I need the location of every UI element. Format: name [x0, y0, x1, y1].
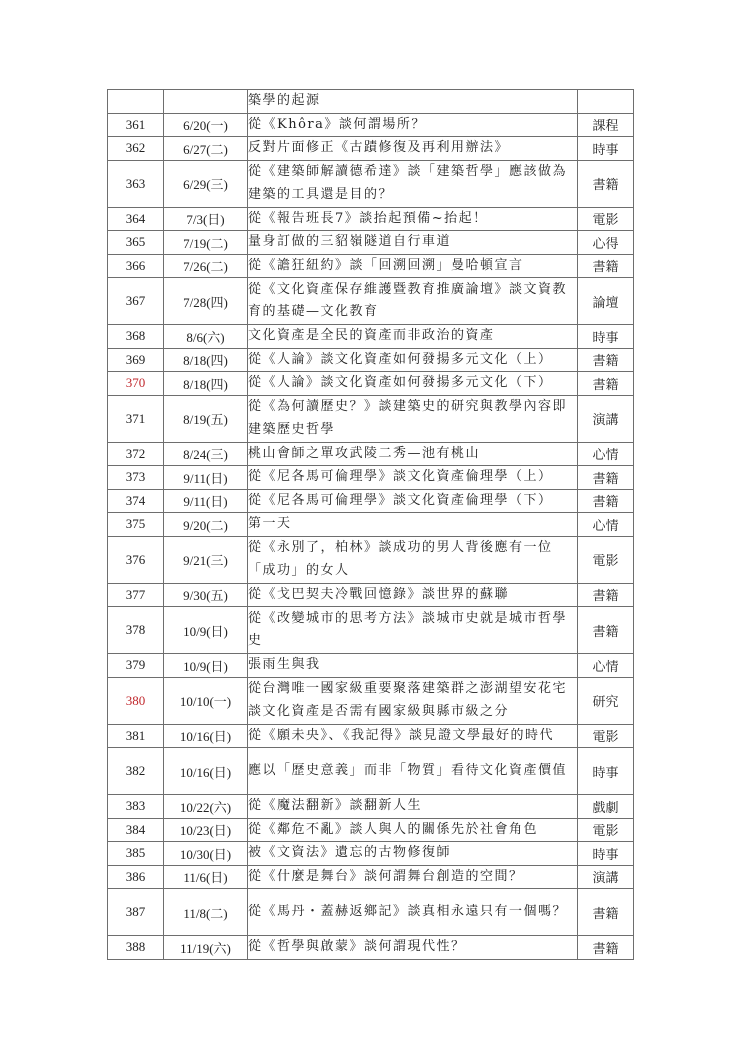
row-date: 9/20(二) — [164, 513, 248, 537]
table-row — [108, 795, 634, 819]
row-title: 反對片面修正《古蹟修復及再利用辦法》 — [248, 137, 578, 161]
row-title: 被《文資法》遺忘的古物修復師 — [248, 842, 578, 866]
row-category: 時事 — [578, 325, 634, 349]
row-category: 演講 — [578, 395, 634, 442]
row-date: 9/21(三) — [164, 536, 248, 583]
row-title: 從《什麼是舞台》談何謂舞台創造的空間？ — [248, 865, 578, 889]
row-number: 375 — [108, 513, 164, 537]
row-title: 桃山會師之單攻武陵二秀—池有桃山 — [248, 442, 578, 466]
row-category: 時事 — [578, 842, 634, 866]
row-date: 9/30(五) — [164, 583, 248, 607]
table-row — [108, 137, 634, 161]
table-row — [108, 607, 634, 654]
row-title: 從《尼各馬可倫理學》談文化資產倫理學（上） — [248, 466, 578, 490]
row-number: 369 — [108, 348, 164, 372]
row-category: 時事 — [578, 748, 634, 795]
row-date: 10/10(一) — [164, 677, 248, 724]
row-number: 373 — [108, 466, 164, 490]
table-row — [108, 583, 634, 607]
row-title: 從《馬丹・蓋赫返鄉記》談真相永遠只有一個嗎？ — [248, 889, 578, 936]
row-number: 364 — [108, 207, 164, 231]
row-date: 10/22(六) — [164, 795, 248, 819]
row-number: 377 — [108, 583, 164, 607]
row-number: 388 — [108, 936, 164, 960]
row-date: 11/6(日) — [164, 865, 248, 889]
row-number: 372 — [108, 442, 164, 466]
row-title: 從《文化資產保存維護暨教育推廣論壇》談文資教育的基礎—文化教育 — [248, 278, 578, 325]
row-category: 書籍 — [578, 466, 634, 490]
table-row — [108, 536, 634, 583]
table-row — [108, 372, 634, 396]
article-log-table — [107, 89, 634, 960]
row-number: 380 — [108, 677, 164, 724]
row-date: 8/18(四) — [164, 348, 248, 372]
row-date: 8/19(五) — [164, 395, 248, 442]
row-number: 371 — [108, 395, 164, 442]
row-number: 384 — [108, 818, 164, 842]
row-title: 從《譫狂紐約》談「回溯回溯」曼哈頓宣言 — [248, 254, 578, 278]
row-number: 368 — [108, 325, 164, 349]
row-date: 6/29(三) — [164, 160, 248, 207]
row-date: 7/28(四) — [164, 278, 248, 325]
row-title: 從《永別了，柏林》談成功的男人背後應有一位「成功」的女人 — [248, 536, 578, 583]
row-category: 電影 — [578, 207, 634, 231]
row-category: 電影 — [578, 818, 634, 842]
row-number — [108, 90, 164, 114]
row-number: 362 — [108, 137, 164, 161]
table-row — [108, 325, 634, 349]
row-category: 書籍 — [578, 583, 634, 607]
row-date: 10/16(日) — [164, 748, 248, 795]
row-title: 從《Khôra》談何謂場所？ — [248, 113, 578, 137]
table-row — [108, 677, 634, 724]
table-row — [108, 395, 634, 442]
row-number: 383 — [108, 795, 164, 819]
row-title: 量身訂做的三貂嶺隧道自行車道 — [248, 231, 578, 255]
table-row — [108, 936, 634, 960]
row-category: 書籍 — [578, 936, 634, 960]
row-date: 6/20(一) — [164, 113, 248, 137]
row-category: 書籍 — [578, 889, 634, 936]
row-number: 379 — [108, 654, 164, 678]
row-category: 演講 — [578, 865, 634, 889]
row-number: 386 — [108, 865, 164, 889]
row-title: 築學的起源 — [248, 90, 578, 114]
row-title: 第一天 — [248, 513, 578, 537]
table-row — [108, 865, 634, 889]
row-title: 從《戈巴契夫冷戰回憶錄》談世界的蘇聯 — [248, 583, 578, 607]
table-row — [108, 748, 634, 795]
row-category: 心得 — [578, 231, 634, 255]
row-category: 時事 — [578, 137, 634, 161]
row-date: 6/27(二) — [164, 137, 248, 161]
row-category: 電影 — [578, 724, 634, 748]
row-title: 從《報告班長7》談抬起預備~抬起！ — [248, 207, 578, 231]
row-category: 書籍 — [578, 254, 634, 278]
table-row — [108, 724, 634, 748]
row-title: 從《尼各馬可倫理學》談文化資產倫理學（下） — [248, 489, 578, 513]
table-row — [108, 442, 634, 466]
row-number: 381 — [108, 724, 164, 748]
row-title: 從《鄰危不亂》談人與人的關係先於社會角色 — [248, 818, 578, 842]
table-row — [108, 513, 634, 537]
row-number: 366 — [108, 254, 164, 278]
table-row — [108, 654, 634, 678]
table-row — [108, 113, 634, 137]
table-row — [108, 231, 634, 255]
row-number: 376 — [108, 536, 164, 583]
row-number: 361 — [108, 113, 164, 137]
table-row — [108, 160, 634, 207]
row-number: 387 — [108, 889, 164, 936]
row-date: 7/26(二) — [164, 254, 248, 278]
row-category: 論壇 — [578, 278, 634, 325]
row-category: 書籍 — [578, 489, 634, 513]
row-date: 10/9(日) — [164, 654, 248, 678]
row-number: 365 — [108, 231, 164, 255]
row-date: 8/18(四) — [164, 372, 248, 396]
table-row — [108, 842, 634, 866]
row-category: 戲劇 — [578, 795, 634, 819]
row-category: 研究 — [578, 677, 634, 724]
row-category: 課程 — [578, 113, 634, 137]
row-date: 9/11(日) — [164, 466, 248, 490]
row-category: 書籍 — [578, 607, 634, 654]
row-date: 10/30(日) — [164, 842, 248, 866]
row-title: 從《魔法翻新》談翻新人生 — [248, 795, 578, 819]
row-title: 張雨生與我 — [248, 654, 578, 678]
row-title: 應以「歷史意義」而非「物質」看待文化資產價值 — [248, 748, 578, 795]
row-number: 382 — [108, 748, 164, 795]
row-category — [578, 90, 634, 114]
row-number: 374 — [108, 489, 164, 513]
row-date: 9/11(日) — [164, 489, 248, 513]
row-category: 電影 — [578, 536, 634, 583]
row-category: 心情 — [578, 654, 634, 678]
row-number: 385 — [108, 842, 164, 866]
row-date: 7/19(二) — [164, 231, 248, 255]
row-date: 11/8(二) — [164, 889, 248, 936]
row-number: 370 — [108, 372, 164, 396]
table-row — [108, 489, 634, 513]
row-category: 書籍 — [578, 348, 634, 372]
row-title: 從《人論》談文化資產如何發揚多元文化（下） — [248, 372, 578, 396]
row-title: 從台灣唯一國家級重要聚落建築群之澎湖望安花宅談文化資產是否需有國家級與縣市級之分 — [248, 677, 578, 724]
row-title: 從《建築師解讀德希達》談「建築哲學」應該做為建築的工具還是目的？ — [248, 160, 578, 207]
table-row — [108, 254, 634, 278]
row-date: 10/9(日) — [164, 607, 248, 654]
row-date: 8/24(三) — [164, 442, 248, 466]
row-title: 從《為何讀歷史？》談建築史的研究與教學內容即建築歷史哲學 — [248, 395, 578, 442]
row-title: 文化資產是全民的資產而非政治的資產 — [248, 325, 578, 349]
table-row — [108, 818, 634, 842]
row-number: 367 — [108, 278, 164, 325]
table-row — [108, 278, 634, 325]
row-category: 書籍 — [578, 372, 634, 396]
row-date: 11/19(六) — [164, 936, 248, 960]
table-row — [108, 466, 634, 490]
row-number: 363 — [108, 160, 164, 207]
row-date: 10/16(日) — [164, 724, 248, 748]
row-date: 7/3(日) — [164, 207, 248, 231]
table-row — [108, 348, 634, 372]
row-category: 心情 — [578, 442, 634, 466]
row-date — [164, 90, 248, 114]
row-category: 書籍 — [578, 160, 634, 207]
table-row — [108, 889, 634, 936]
row-date: 8/6(六) — [164, 325, 248, 349]
row-date: 10/23(日) — [164, 818, 248, 842]
row-title: 從《哲學與啟蒙》談何謂現代性？ — [248, 936, 578, 960]
table-row — [108, 207, 634, 231]
row-title: 從《人論》談文化資產如何發揚多元文化（上） — [248, 348, 578, 372]
row-title: 從《改變城市的思考方法》談城市史就是城市哲學史 — [248, 607, 578, 654]
row-category: 心情 — [578, 513, 634, 537]
row-title: 從《願未央》、《我記得》談見證文學最好的時代 — [248, 724, 578, 748]
row-number: 378 — [108, 607, 164, 654]
table-row-continuation — [108, 90, 634, 114]
